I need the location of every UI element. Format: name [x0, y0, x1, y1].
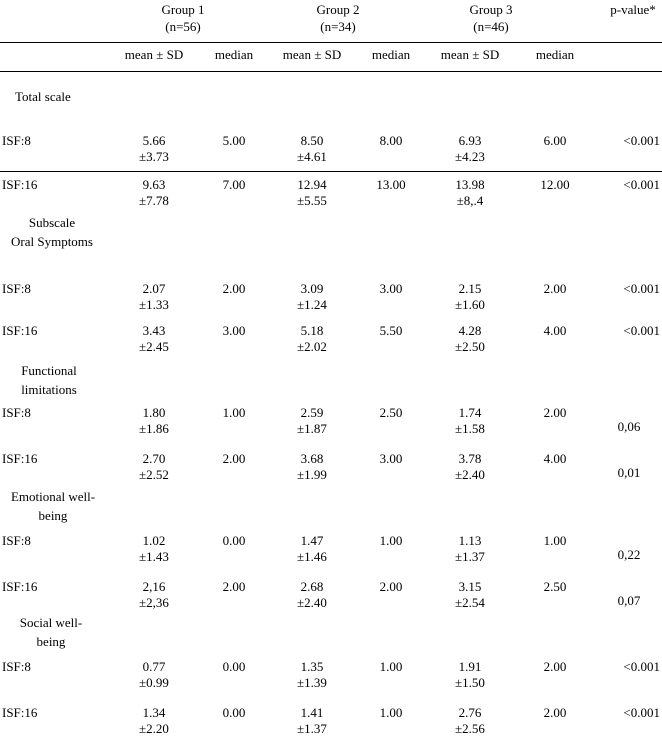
section-title: Subscale [28, 215, 76, 230]
median-value: 5.50 [379, 323, 403, 338]
mean-value: 1.47 [300, 533, 324, 548]
median-value: 0.00 [222, 705, 246, 720]
p-value: 0,06 [617, 419, 641, 434]
sd-value: ±5.55 [297, 193, 327, 208]
group-header-name: Group 3 [469, 2, 513, 17]
median-value: 2.00 [543, 405, 567, 420]
mean-value: 6.93 [458, 133, 482, 148]
mean-value: 0.77 [142, 659, 166, 674]
median-value: 1.00 [379, 705, 403, 720]
mean-value: 1.13 [458, 533, 482, 548]
mean-value: 3.09 [300, 281, 324, 296]
row-label: ISF:8 [2, 405, 31, 420]
median-value: 2.00 [543, 659, 567, 674]
mean-value: 5.66 [142, 133, 166, 148]
mean-value: 2.68 [300, 579, 324, 594]
sd-value: ±2.40 [297, 595, 327, 610]
section-title: Total scale [15, 89, 71, 104]
sd-value: ±2.20 [139, 721, 169, 736]
sd-value: ±1.58 [455, 421, 485, 436]
median-value: 0.00 [222, 659, 246, 674]
section-title: being [36, 634, 66, 649]
column-subheader: median [214, 47, 254, 62]
group-header-name: Group 1 [161, 2, 205, 17]
row-label: ISF:16 [2, 451, 38, 466]
sd-value: ±2.52 [139, 467, 169, 482]
pvalue-header: p-value* [610, 2, 656, 17]
median-value: 2.00 [543, 705, 567, 720]
table-rule [0, 42, 662, 43]
mean-value: 4.28 [458, 323, 482, 338]
column-subheader: median [371, 47, 411, 62]
mean-value: 2,16 [142, 579, 166, 594]
column-subheader: mean ± SD [124, 47, 184, 62]
sd-value: ±8,.4 [456, 193, 484, 208]
row-label: ISF:8 [2, 659, 31, 674]
group-header-n: (n=34) [320, 19, 356, 34]
row-label: ISF:8 [2, 281, 31, 296]
section-title: Social well- [19, 615, 83, 630]
sd-value: ±1.37 [455, 549, 485, 564]
sd-value: ±1.43 [139, 549, 169, 564]
sd-value: ±2.02 [297, 339, 327, 354]
sd-value: ±3.73 [139, 149, 169, 164]
row-label: ISF:16 [2, 579, 38, 594]
median-value: 6.00 [543, 133, 567, 148]
sd-value: ±2.45 [139, 339, 169, 354]
column-subheader: mean ± SD [282, 47, 342, 62]
p-value: <0.001 [623, 281, 660, 296]
sd-value: ±2.56 [455, 721, 485, 736]
sd-value: ±2.40 [455, 467, 485, 482]
sd-value: ±1.37 [297, 721, 327, 736]
p-value: <0.001 [623, 323, 660, 338]
section-title: Emotional well- [10, 489, 96, 504]
row-label: ISF:8 [2, 133, 31, 148]
mean-value: 2.59 [300, 405, 324, 420]
sd-value: ±1.50 [455, 675, 485, 690]
mean-value: 9.63 [142, 177, 166, 192]
mean-value: 5.18 [300, 323, 324, 338]
median-value: 4.00 [543, 451, 567, 466]
group-header-name: Group 2 [316, 2, 360, 17]
sd-value: ±1.99 [297, 467, 327, 482]
median-value: 2.00 [543, 281, 567, 296]
sd-value: ±1.24 [297, 297, 327, 312]
sd-value: ±1.86 [139, 421, 169, 436]
sd-value: ±1.60 [455, 297, 485, 312]
sd-value: ±2,36 [139, 595, 169, 610]
mean-value: 3.78 [458, 451, 482, 466]
median-value: 4.00 [543, 323, 567, 338]
section-title: limitations [21, 382, 77, 397]
mean-value: 1.41 [300, 705, 324, 720]
mean-value: 8.50 [300, 133, 324, 148]
median-value: 2.00 [379, 579, 403, 594]
median-value: 1.00 [543, 533, 567, 548]
sd-value: ±4.61 [297, 149, 327, 164]
row-label: ISF:16 [2, 705, 38, 720]
group-header-n: (n=56) [165, 19, 201, 34]
median-value: 1.00 [379, 533, 403, 548]
median-value: 2.50 [379, 405, 403, 420]
mean-value: 2.07 [142, 281, 166, 296]
median-value: 5.00 [222, 133, 246, 148]
median-value: 3.00 [379, 451, 403, 466]
median-value: 7.00 [222, 177, 246, 192]
sd-value: ±2.54 [455, 595, 485, 610]
sd-value: ±2.50 [455, 339, 485, 354]
p-value: <0.001 [623, 177, 660, 192]
mean-value: 13.98 [455, 177, 485, 192]
median-value: 8.00 [379, 133, 403, 148]
mean-value: 2.76 [458, 705, 482, 720]
column-subheader: mean ± SD [440, 47, 500, 62]
mean-value: 1.02 [142, 533, 166, 548]
group-header-n: (n=46) [473, 19, 509, 34]
sd-value: ±0.99 [139, 675, 169, 690]
p-value: 0,07 [617, 593, 641, 608]
sd-value: ±4.23 [455, 149, 485, 164]
mean-value: 1.91 [458, 659, 482, 674]
median-value: 3.00 [379, 281, 403, 296]
mean-value: 3.43 [142, 323, 166, 338]
mean-value: 3.15 [458, 579, 482, 594]
mean-value: 2.15 [458, 281, 482, 296]
row-label: ISF:16 [2, 323, 38, 338]
median-value: 2.50 [543, 579, 567, 594]
row-label: ISF:8 [2, 533, 31, 548]
median-value: 0.00 [222, 533, 246, 548]
sd-value: ±7.78 [139, 193, 169, 208]
mean-value: 1.34 [142, 705, 166, 720]
sd-value: ±1.33 [139, 297, 169, 312]
row-label: ISF:16 [2, 177, 38, 192]
median-value: 3.00 [222, 323, 246, 338]
column-subheader: median [535, 47, 575, 62]
mean-value: 12.94 [297, 177, 327, 192]
median-value: 2.00 [222, 281, 246, 296]
median-value: 1.00 [379, 659, 403, 674]
median-value: 2.00 [222, 579, 246, 594]
mean-value: 2.70 [142, 451, 166, 466]
median-value: 1.00 [222, 405, 246, 420]
table-rule [0, 71, 662, 72]
table-rule [0, 171, 662, 172]
sd-value: ±1.46 [297, 549, 327, 564]
median-value: 13.00 [376, 177, 406, 192]
section-title: Functional [21, 363, 77, 378]
mean-value: 1.80 [142, 405, 166, 420]
section-title: Oral Symptoms [11, 234, 93, 249]
p-value: 0,01 [617, 465, 641, 480]
p-value: <0.001 [623, 133, 660, 148]
p-value: <0.001 [623, 705, 660, 720]
mean-value: 1.35 [300, 659, 324, 674]
sd-value: ±1.39 [297, 675, 327, 690]
sd-value: ±1.87 [297, 421, 327, 436]
median-value: 2.00 [222, 451, 246, 466]
median-value: 12.00 [540, 177, 570, 192]
p-value: <0.001 [623, 659, 660, 674]
mean-value: 1.74 [458, 405, 482, 420]
mean-value: 3.68 [300, 451, 324, 466]
p-value: 0,22 [617, 547, 641, 562]
section-title: being [38, 508, 68, 523]
